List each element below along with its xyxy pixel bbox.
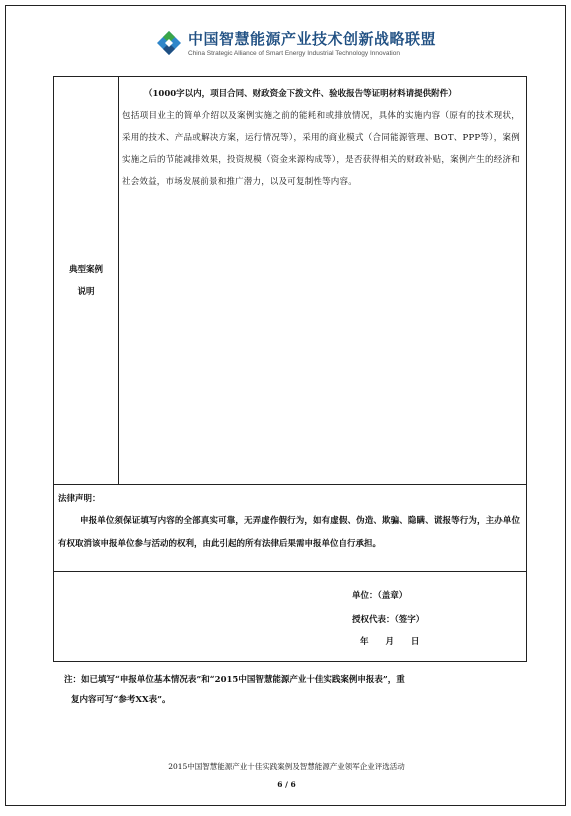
case-description-row <box>54 77 526 485</box>
footnote-line2: 复内容可写“参考XX表”。 <box>71 695 171 705</box>
header-logo <box>156 28 436 57</box>
page-footer <box>6 758 567 794</box>
case-content-cell[interactable] <box>122 83 520 193</box>
unit-stamp-label: 单位：（盖章） <box>352 591 408 601</box>
org-name-en: China Strategic Alliance of Smart Energy Industrial Technology Innovation <box>188 50 400 57</box>
legal-statement-row <box>54 484 526 572</box>
legal-title: 法律声明： <box>58 494 101 504</box>
date-label: 年 月 日 <box>360 637 420 647</box>
signature-row <box>54 571 526 661</box>
case-label-line2: 说明 <box>77 286 95 297</box>
footer-event-title: 2015中国智慧能源产业十佳实践案例及智慧能源产业领军企业评选活动 <box>168 762 405 771</box>
case-instruction-body: 包括项目业主的简单介绍以及案例实施之前的能耗和或排放情况，具体的实施内容（原有的技术现状，采用的技术、产品或解决方案，运行情况等），采用的商业模式（合同能源管理、BOT、PPP等），案例实施之后的节能减排效果，投资规模（资金来源构成等），是否获得相关的财政补贴，案例产生的经济和社会效益，市场发展前景和推广潜力，以及可复制性等内容。 <box>122 111 520 187</box>
footnote-line1: 注：如已填写“申报单位基本情况表”和“2015中国智慧能源产业十佳实践案例申报表”，重 <box>64 675 405 685</box>
alliance-logo-icon <box>156 30 182 56</box>
case-label-cell <box>54 77 119 484</box>
case-label-line1: 典型案例 <box>68 264 103 275</box>
case-instruction-bold: （1000字以内，项目合同、财政资金下拨文件、验收报告等证明材料请提供附件） <box>144 89 457 99</box>
org-name-cn: 中国智慧能源产业技术创新战略联盟 <box>188 30 437 48</box>
page-number: 6 / 6 <box>277 780 296 789</box>
footnote <box>64 670 504 710</box>
legal-body: 申报单位须保证填写内容的全部真实可靠，无弄虚作假行为，如有虚假、伪造、欺骗、隐瞒、谎报等行为，主办单位有权取消该申报单位参与活动的权利，由此引起的所有法律后果需申报单位自行承担。 <box>58 516 520 549</box>
application-form-table <box>53 76 527 662</box>
document-page <box>5 5 566 806</box>
authorized-rep-label: 授权代表：（签字） <box>352 615 425 625</box>
